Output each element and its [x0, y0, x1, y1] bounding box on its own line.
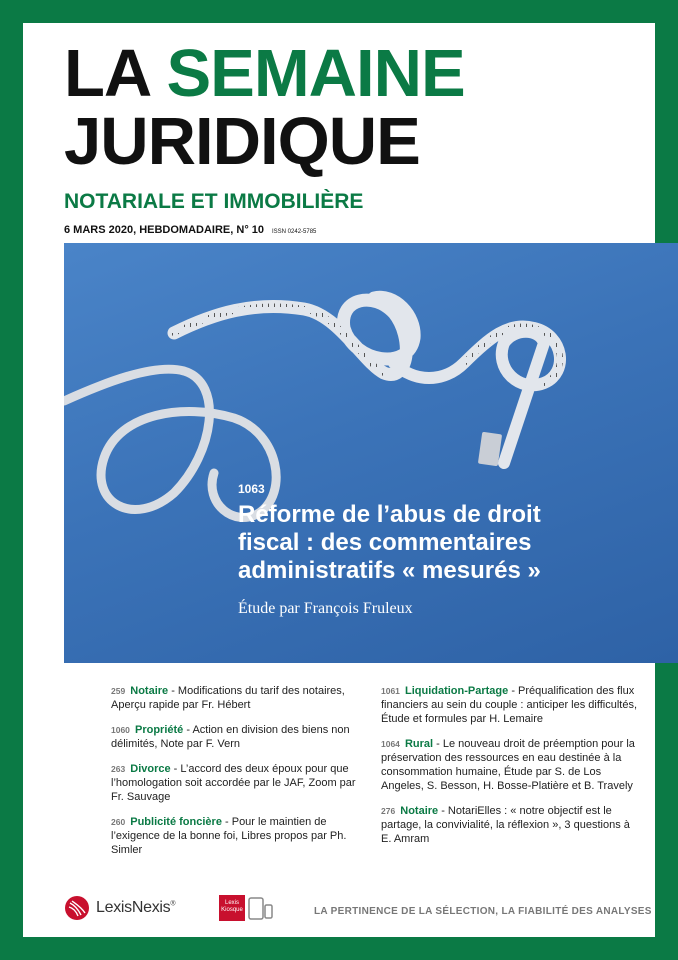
cover-photo	[64, 243, 678, 663]
entry-number: 263	[111, 764, 126, 774]
cover-story-title-line: administratifs « mesurés »	[238, 557, 541, 584]
masthead-title-line2: JURIDIQUE	[64, 104, 420, 179]
entry-text: - L’accord des deux époux pour que l’homologation soit accordée par le JAF, Zoom par Fr. Sauvage	[111, 763, 356, 803]
masthead-title-line1	[64, 36, 465, 111]
cover-story-author: Étude par François Fruleux	[238, 600, 413, 617]
contents-column-right	[381, 684, 641, 857]
entry-text: - Le nouveau droit de préemption pour la préservation des ressources en eau destinée à la consommation humaine, Étude par S. de Los Angeles, S. Besson, H. Bosse-Platière et B. Travely	[381, 738, 635, 792]
entry-number: 259	[111, 686, 126, 696]
entry-category: Divorce	[130, 763, 171, 775]
publisher-name	[96, 899, 175, 917]
publisher-name-text: LexisNexis	[96, 899, 171, 916]
contents-entry[interactable]	[381, 804, 641, 846]
entry-category: Propriété	[134, 724, 184, 736]
lexis-kiosque-badge[interactable]	[219, 895, 245, 921]
entry-category: Liquidation-Partage	[404, 685, 509, 697]
entry-text: - NotariElles : « notre objectif est le partage, la convivialité, la réflexion », 3 questions à E. Amram	[381, 805, 630, 845]
contents-column-left	[111, 684, 371, 868]
entry-category: Notaire	[400, 805, 439, 817]
entry-number: 1061	[381, 686, 400, 696]
cover-story-number: 1063	[238, 482, 265, 496]
entry-text: - Action en division des biens non délimités, Note par F. Vern	[111, 724, 350, 750]
tablet-icon	[249, 898, 263, 919]
cover-story-title-line: fiscal : des commentaires	[238, 529, 532, 556]
tagline: LA PERTINENCE DE LA SÉLECTION, LA FIABILITÉ DES ANALYSES	[314, 906, 652, 917]
contents-entry[interactable]	[111, 723, 371, 751]
cover-story-title-line: Réforme de l’abus de droit	[238, 501, 541, 528]
devices-icon	[247, 896, 273, 922]
registered-mark: ®	[170, 900, 176, 908]
entry-number: 1064	[381, 739, 400, 749]
contents-entry[interactable]	[111, 815, 371, 857]
issn: ISSN 0242-5785	[272, 229, 317, 235]
contents-entry[interactable]	[381, 737, 641, 793]
kiosque-line2: Kiosque	[221, 907, 243, 913]
phone-icon	[265, 905, 272, 918]
title-la: LA	[64, 36, 167, 111]
contents-entry[interactable]	[111, 762, 371, 804]
contents-entry[interactable]	[111, 684, 371, 712]
entry-number: 276	[381, 806, 396, 816]
entry-text: - Pour le maintien de l’exigence de la bonne foi, Libres propos par Ph. Simler	[111, 816, 347, 856]
entry-category: Publicité foncière	[130, 816, 222, 828]
entry-category: Rural	[404, 738, 434, 750]
issue-date: 6 MARS 2020, HEBDOMADAIRE, N° 10	[64, 224, 265, 236]
entry-number: 1060	[111, 725, 130, 735]
dateline	[64, 224, 316, 236]
contents-entry[interactable]	[381, 684, 641, 726]
entry-category: Notaire	[130, 685, 169, 697]
lexisnexis-logo-icon	[64, 895, 90, 921]
masthead-subtitle: NOTARIALE ET IMMOBILIÈRE	[64, 190, 364, 213]
cover-story-title	[238, 501, 658, 585]
entry-text: - Modifications du tarif des notaires, Aperçu rapide par Fr. Hébert	[111, 685, 345, 711]
kiosque-line1: Lexis	[224, 900, 239, 906]
lexisnexis-logo[interactable]	[64, 895, 175, 921]
title-semaine: SEMAINE	[166, 36, 465, 111]
entry-text: - Préqualification des flux financiers au sein du couple : anticiper les difficultés, Étude et formules par H. Lemaire	[381, 685, 637, 725]
entry-number: 260	[111, 817, 126, 827]
